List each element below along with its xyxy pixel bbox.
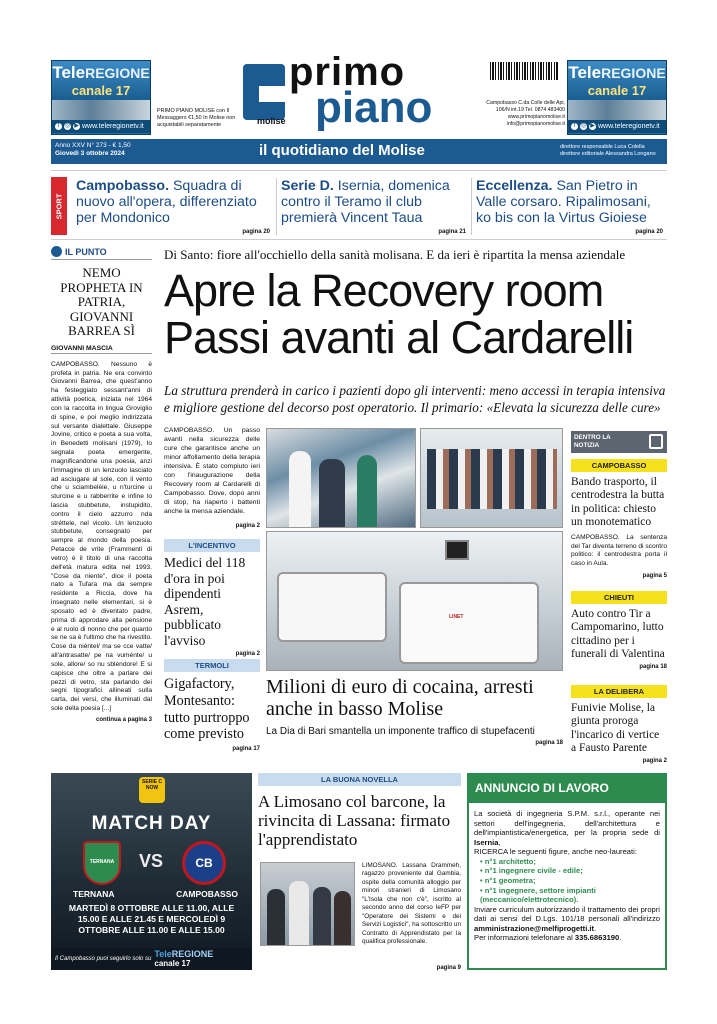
main-body-block[interactable] (164, 427, 260, 529)
bed-left (277, 572, 387, 642)
tv-channel: canale 17 (71, 82, 131, 98)
job-roles (474, 857, 660, 905)
dentro-page: pagina 5 (642, 572, 667, 579)
photo-group-corridor (420, 428, 563, 528)
issue-info (55, 142, 131, 159)
il-punto-column[interactable] (51, 246, 152, 723)
cocaina-title: Milioni di euro di cocaina, arresti anche in basso Molise (266, 676, 534, 721)
person-a (267, 889, 285, 946)
sport-text: Isernia, domenica contro il Teramo il club premierà Vincent Taua (281, 178, 450, 227)
sport-kicker: Eccellenza. (476, 178, 553, 194)
masthead-logo[interactable] (243, 50, 469, 138)
tv-url: www.teleregionetv.it (598, 122, 660, 130)
novella-tag: LA BUONA NOVELLA (258, 773, 461, 786)
il-punto-body: CAMPOBASSO. Nessuno è profeta in patria. Ne era convinto Giovanni Barrea, che quest'anno ha festeggiato sessant'anni di attività poetica, iniziata nel 1964 con la raccolta in lingua Groviglio di spine, e poi meglio indirizzata sul versante dialettale. Giuseppe Jovine, critico e poeta a sua volta, in Benedetti molisani (1979), lo segnala poeta emergente, magnificandone una poesia, anzi l'immagine di un lenzuolo lasciato ad asciugare al sole, con il vento che u sciambelèie, u n'turcine u sturcine e u rabberrite e infine lo lascia stubbetute, instupidito, contro il cielo azzurro nda stréttele, nel vicolo. Un lenzuolo stubbetute, consegnato per sempre al mondo della poesia. Petacce de vrite (Frammenti di vetro) è il titolo di una raccolta dell'età matura edita nel 1993. "Cose da niente", dice il poeta nato a Tufara ma da sempre residente a Riccia, dove ha insegnato nelle elementari, si è sposato ed è diventato padre, prima di approdare alla pensione e al ruolo di nonno che per quanto se ne sa è l'ultimo che ha rivestito. Cose da niéntel/ ma se cce vatte/ all'antrasatte/ pe na vuménte/ u sole, allore/ so nu sblèndore! E si capisce che oltre a parlare dei pezzi di vetro, sta parlando dei segni tipografici allineati sulla carta, dei versi, che illuminati dal sole della poesia [...] (51, 360, 152, 713)
dentro-title: Auto contro Tir a Campomarino, lutto cittadino per i funerali di Valentina (571, 608, 665, 660)
job-role: • n°1 architetto; (480, 856, 536, 866)
tv-brand: REGIONE (85, 65, 150, 81)
logo-p-notch (259, 86, 285, 102)
team2-name: CAMPOBASSO (176, 889, 238, 899)
vs-label: VS (139, 851, 164, 871)
tv-top: Tele (52, 63, 86, 82)
youtube-icon: ▶ (74, 122, 79, 129)
il-punto-logo-icon (51, 246, 62, 257)
matchday-title: MATCH DAY (91, 813, 212, 834)
cocaina-page: pagina 18 (535, 739, 563, 746)
logo-primo: primo (289, 50, 406, 94)
tv-channel: canale 17 (587, 82, 647, 98)
dentro-la-notizia (571, 431, 667, 453)
league-badge: SERIE C NOW (139, 777, 165, 803)
tv-top: Tele (568, 63, 602, 82)
incentivo-page: pagina 2 (235, 651, 260, 658)
person-b (289, 881, 309, 946)
person-1 (289, 451, 311, 528)
job-ad[interactable] (467, 773, 667, 970)
cocaina-sub: La Dia di Bari smantella un imponente traffico di stupefacenti (266, 725, 535, 737)
novella-body: LIMOSANO. Lassana Drammeh, ragazzo proveniente dal Gambia, ospite della comunità alloggio per minori stranieri di Limosano "L'Isola che non c'è", iscritto al secondo anno del corso IeFP per "Operatore dei Sistemi e dei Servizi Logistici", ha sottoscritto un Contratto di Apprendistato per la qualifica professionale. (362, 862, 461, 946)
dentro-page: pagina 18 (639, 664, 667, 671)
job-email[interactable]: amministrazione@melfiprogetti.it (474, 923, 595, 933)
incentivo-block[interactable] (164, 539, 260, 657)
sport-kicker: Campobasso. (76, 178, 170, 194)
dentro-item-chieuti[interactable] (571, 591, 667, 670)
matchday-footer (51, 948, 252, 970)
sport-text: San Pietro in Valle corsaro. Ripalimosani, ko bis con la Virtus Gioiese (476, 178, 651, 227)
main-subtitle: La struttura prenderà in carico i pazienti dopo gli interventi: meno accessi in terapia intensiva e migliore gestione del decorso post operatorio. Il primario: «Elevata la sicurezza delle cure» (164, 383, 666, 416)
main-headline-line1: Apre la Recovery room (164, 265, 604, 316)
buona-novella[interactable] (258, 773, 461, 850)
matchday-footer-text: Il Campobasso puoi seguirlo solo su (55, 956, 152, 962)
sport-page: pagina 21 (438, 228, 466, 235)
il-punto-author: GIOVANNI MASCIA (51, 345, 152, 354)
dentro-tag: CAMPOBASSO (571, 459, 667, 472)
termoli-tag: TERMOLI (164, 659, 260, 672)
editors: direttore responsabile Luca Colella direttore editoriale Alessandra Longano (560, 144, 656, 158)
dentro-item-delibera[interactable] (571, 685, 667, 764)
bed-right (399, 582, 539, 664)
sport-item-campobasso[interactable] (76, 178, 270, 235)
main-page: pagina 2 (235, 522, 260, 529)
sport-kicker: Serie D. (281, 178, 334, 194)
il-punto-title: NEMO PROPHETA IN PATRIA, GIOVANNI BARREA SÌ (60, 265, 143, 339)
campobasso-badge: CB (182, 841, 226, 885)
person-d (334, 891, 351, 946)
masthead-band (51, 139, 667, 164)
cocaina-block[interactable] (266, 676, 563, 746)
sport-page: pagina 20 (635, 228, 663, 235)
dentro-item-campobasso[interactable] (571, 459, 667, 579)
job-role: • n°1 ingegnere civile - edile; (480, 866, 583, 876)
facebook-icon: f (55, 123, 62, 130)
novella-title: A Limosano col barcone, la rivincita di Lassana: firmato l'apprendistato (258, 792, 451, 850)
sport-text: Squadra di nuovo all'opera, differenziato per Mondonico (76, 178, 257, 227)
termoli-title: Gigafactory, Montesanto: tutto purtroppo come previsto (164, 676, 250, 743)
issue-date: Giovedì 3 ottobre 2024 (55, 150, 125, 158)
novella-page: pagina 9 (436, 965, 461, 971)
main-kicker: Di Santo: fiore all'occhiello della sanità molisana. E da ieri è ripartita la mensa aziendale (164, 247, 626, 262)
incentivo-tag: L'INCENTIVO (164, 539, 260, 552)
matchday-ad[interactable] (51, 773, 252, 970)
main-headline-line2: Passi avanti al Cardarelli (164, 311, 634, 363)
dentro-label: DENTRO LA NOTIZIA (574, 434, 611, 449)
sport-page: pagina 20 (242, 228, 270, 235)
photo-staff-group (266, 428, 416, 528)
facebook-icon: f (571, 123, 578, 130)
dentro-title: Funivie Molise, la giunta proroga l'incarico di vertice a Fausto Parente (571, 702, 660, 754)
teleregione-ad-left[interactable] (51, 60, 151, 135)
dentro-tag: LA DELIBERA (571, 685, 667, 698)
termoli-page: pagina 17 (232, 746, 260, 752)
dentro-title: Bando trasporto, il centrodestra la butta in politica: chiesto un monotematico (571, 476, 665, 528)
sport-item-eccellenza[interactable] (471, 178, 663, 235)
monitor (445, 540, 469, 560)
job-role: • n°1 geometra; (480, 875, 536, 885)
barcode (490, 62, 558, 80)
job-ad-title: ANNUNCIO DI LAVORO (469, 775, 665, 803)
photo-recovery-room (266, 531, 563, 671)
person-3 (357, 455, 377, 528)
youtube-icon: ▶ (590, 122, 595, 129)
sport-label: SPORT (51, 177, 67, 235)
incentivo-title: Medici del 118 d'ora in poi dipendenti Asrem, pubblicato l'avviso (164, 555, 246, 648)
job-phone[interactable]: 335.6863190 (574, 933, 620, 943)
dentro-tag: CHIEUTI (571, 591, 667, 604)
issue-number: Anno XXV N° 273 - € 1,50 (55, 142, 131, 149)
job-ad-body: La società di ingegneria S.P.M. s.r.l., operante nei settori dell'ingegneria, dell'architettura e dell'impiantistica/energetica, per la propria sede di Isernia, RICERCA le seguenti figure, anche neo-laureati: • n°1 architetto; • n°1 ingegnere civile - edile; • n°1 geometra; • n°1 ingegnere, settore impianti (meccanico/elettrotecnico). Inviare curriculum autorizzando il trattamento dei propri dati ai sensi del D.Lgs. 101/18 personali all'indirizzo amministrazione@melfiprogetti.it. Per informazioni telefonare al 335.6863190. (474, 809, 660, 943)
sport-item-isernia[interactable] (276, 178, 466, 235)
il-punto-continue[interactable]: continua a pagina 3 (95, 716, 152, 723)
bed-label: LINET (449, 614, 464, 620)
person-2 (319, 459, 345, 528)
price-notice: PRIMO PIANO MOLISE con Il Messaggero €1,50 In Molise non acquistabili separatamente (157, 108, 236, 129)
group-people (427, 449, 557, 509)
logo-piano: piano (315, 83, 433, 132)
tagline: il quotidiano del Molise (259, 142, 425, 159)
matchday-tv-logo: TeleREGIONE canale 17 (154, 949, 214, 968)
novella-photo (260, 862, 355, 946)
team1-name: TERNANA (73, 889, 115, 899)
dentro-page: pagina 2 (642, 758, 667, 765)
dentro-header (571, 431, 667, 453)
dentro-body: CAMPOBASSO. La sentenza del Tar diventa terreno di scontro politico: il centrodestra porta il caso in Aula. (571, 534, 667, 567)
termoli-block[interactable] (164, 659, 260, 752)
job-role: • n°1 ingegnere, settore impianti (meccanico/elettrotecnico). (480, 885, 596, 905)
teleregione-ad-right[interactable] (567, 60, 667, 135)
job-search-line: RICERCA le seguenti figure, anche neo-laureati: (474, 847, 637, 857)
logo-molise: molise (257, 116, 286, 126)
tv-brand: REGIONE (601, 65, 666, 81)
main-body: CAMPOBASSO. Un passo avanti nella sicurezza delle cure che garantisce anche un minor affollamento della terapia intensiva. È stato compiuto ieri con l'inaugurazione della Recovery room al Cardarelli di Campobasso. Dove, dopo anni di stop, ha riaperto i battenti anche la mensa aziendale. (164, 427, 260, 515)
person-c (313, 887, 331, 946)
dentro-logo-icon (649, 434, 663, 449)
instagram-icon: ◎ (64, 122, 71, 129)
matchday-schedule: MARTEDÌ 8 OTTOBRE ALLE 11.00, ALLE 15.00 E ALLE 21.45 E MERCOLEDÌ 9 OTTOBRE ALLE 11.00 E ALLE 15.00 (68, 903, 235, 935)
address: Campobasso C.da Colle delle Api, 106/N int.19 Tel. 0874 483400 www.primopianomolise.it info@primopianomolise.it (486, 100, 565, 128)
ternana-badge: TERNANA (83, 841, 121, 885)
main-headline[interactable] (164, 265, 667, 363)
tv-photo (568, 100, 666, 120)
il-punto-label (51, 246, 152, 260)
instagram-icon: ◎ (580, 122, 587, 129)
tv-photo (52, 100, 150, 120)
tv-url: www.teleregionetv.it (82, 122, 144, 130)
il-punto-label-text: IL PUNTO (65, 246, 107, 257)
